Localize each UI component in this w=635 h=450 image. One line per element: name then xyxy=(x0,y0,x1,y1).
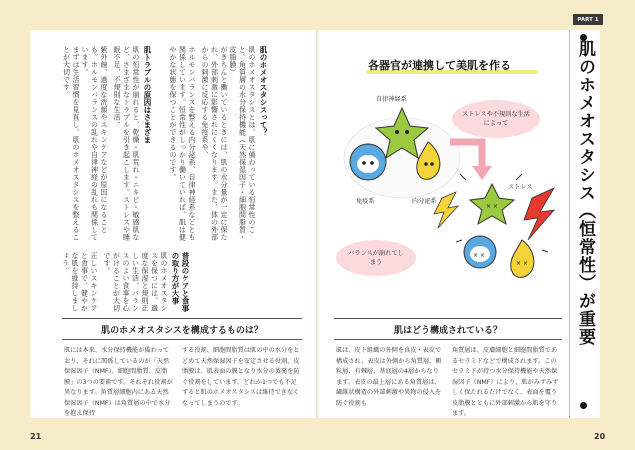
label-immune: 免疫系 xyxy=(356,198,375,205)
text-col-2a: 肌の恒常性が崩れると、乾燥・肌荒れ・ニキビ・敏感肌など、さまざまなトラブルを引き起こします。ストレスや睡眠不足、不規則な生活、 xyxy=(113,46,140,241)
bottom-text-right-1: 肌は、皮下組織の外側を真皮・表皮で構成され、表皮は外側から角質層、顆粒層、有棘層、基底層の4層からなります。表皮の最上層にある角質層は、繊維状構造の外部刺激や異物の侵入を防ぐ役割も xyxy=(336,347,442,407)
bottom-text-right-2: 角質層は、皮膚細胞と細胞間脂質であるセラミドなどで構成されます。このセラミドが持つ水分保持機能や天然保湿因子（NMF）により、肌がみずみずしく保たれるだけでなく、表面を覆う皮脂膜とともに外部刺激から肌を守ります。 xyxy=(452,347,559,417)
label-endocrine: 内分泌系 xyxy=(412,198,437,205)
text-col-2c: まずは生活習慣を見直し、肌のホメオスタシスを整えることが大切です。 xyxy=(62,46,80,241)
heading-care: 普段のケアと食事の取り方が大事 xyxy=(171,252,190,312)
diagram-title: 各器官が連携して美肌を作る xyxy=(368,59,511,72)
text-col-1a: 肌のホメオスタシスとは、肌に備わっている恒常性のこと。角質層の水分保持機能（天然保湿因子・細胞間脂質・皮脂膜） xyxy=(229,46,256,241)
stress-lightning-small-icon xyxy=(434,192,458,228)
page-number-left: 21 xyxy=(30,432,42,441)
book-gutter xyxy=(316,30,320,418)
heading-trouble: 肌トラブルの原因はさまざま xyxy=(143,46,152,144)
part-tab: PART 1 xyxy=(573,14,603,25)
stressed-blue-character-icon xyxy=(464,236,496,268)
text-col-3b: 正しいスキンケアと食事で、健やかな肌を維持しましょう。 xyxy=(61,252,98,312)
bubble-balance-broken: バランスが崩れてしまう xyxy=(336,240,416,276)
heading-homeostasis: 肌のホメオスタシスって？ xyxy=(259,46,268,136)
text-col-3a: 肌のホメオスタシスを保つには、適度な保湿と規則正しい生活、バランスのよい食事を心がけることが大切です。 xyxy=(103,252,168,312)
svg-text:× ×: × × xyxy=(473,252,485,259)
bottom-text-left-1: 肌には本来、水分保持機能が備わっており、それに関係しているのが「天然保湿因子（NMF）、細胞間脂質、皮脂膜」の3つの要素です。それぞれ役割が異なります。角質層細胞内にある天然保湿因子（NMF）は角質層の中で水分を抱え保持 xyxy=(64,347,173,417)
bottom-text-left-2: する役割、細胞間脂質は肌の中の水分をとどめて天然保湿因子を安定させる役割、皮脂膜は、肌表面の膜となり水分の蒸発を防ぐ役割をしています。どれか1つでも不足すると肌のホメオスタシスは維持できなくなってしまうのです。 xyxy=(182,347,300,407)
label-autonomic: 自律神経系 xyxy=(376,96,407,103)
section-title-left: 肌のホメオスタシスを構成するものは？ xyxy=(62,318,302,340)
label-stress: ストレス xyxy=(508,184,533,191)
title-bullet-bottom xyxy=(580,402,587,409)
stressed-yellow-character-icon xyxy=(511,240,534,277)
text-col-1b: がきちんと働いているときには、肌の水分量が一定に保たれ、外部刺激に影響されにくくなります。また、体の外部からの刺激に反応する免疫系や、 xyxy=(201,46,228,241)
main-title: 肌のホメオスタシス（恒常性）が重要 xyxy=(575,40,595,346)
svg-text:× ×: × × xyxy=(516,260,528,267)
immune-character-icon xyxy=(350,144,386,180)
text-col-2b: 紫外線、過度な洗顔やスキンケアなどが原因になることも。ホルモンバランスの乱れや自律神経の乱れも関係しています。 xyxy=(81,46,108,241)
section-title-right: 肌はどう構成されている？ xyxy=(334,318,562,340)
text-col-1c: ホルモンバランスを整える内分泌系、自律神経系などとも関係しています。恒常性がしっかり働いていれば、肌は健やかな状態を保つことができるのです。 xyxy=(169,46,196,241)
stress-lightning-icon xyxy=(524,188,554,240)
bubble-stress-lifestyle: ストレスや不規則な生活によって xyxy=(452,100,540,138)
page-number-right: 20 xyxy=(594,432,606,441)
svg-text:× ×: × × xyxy=(486,203,498,210)
